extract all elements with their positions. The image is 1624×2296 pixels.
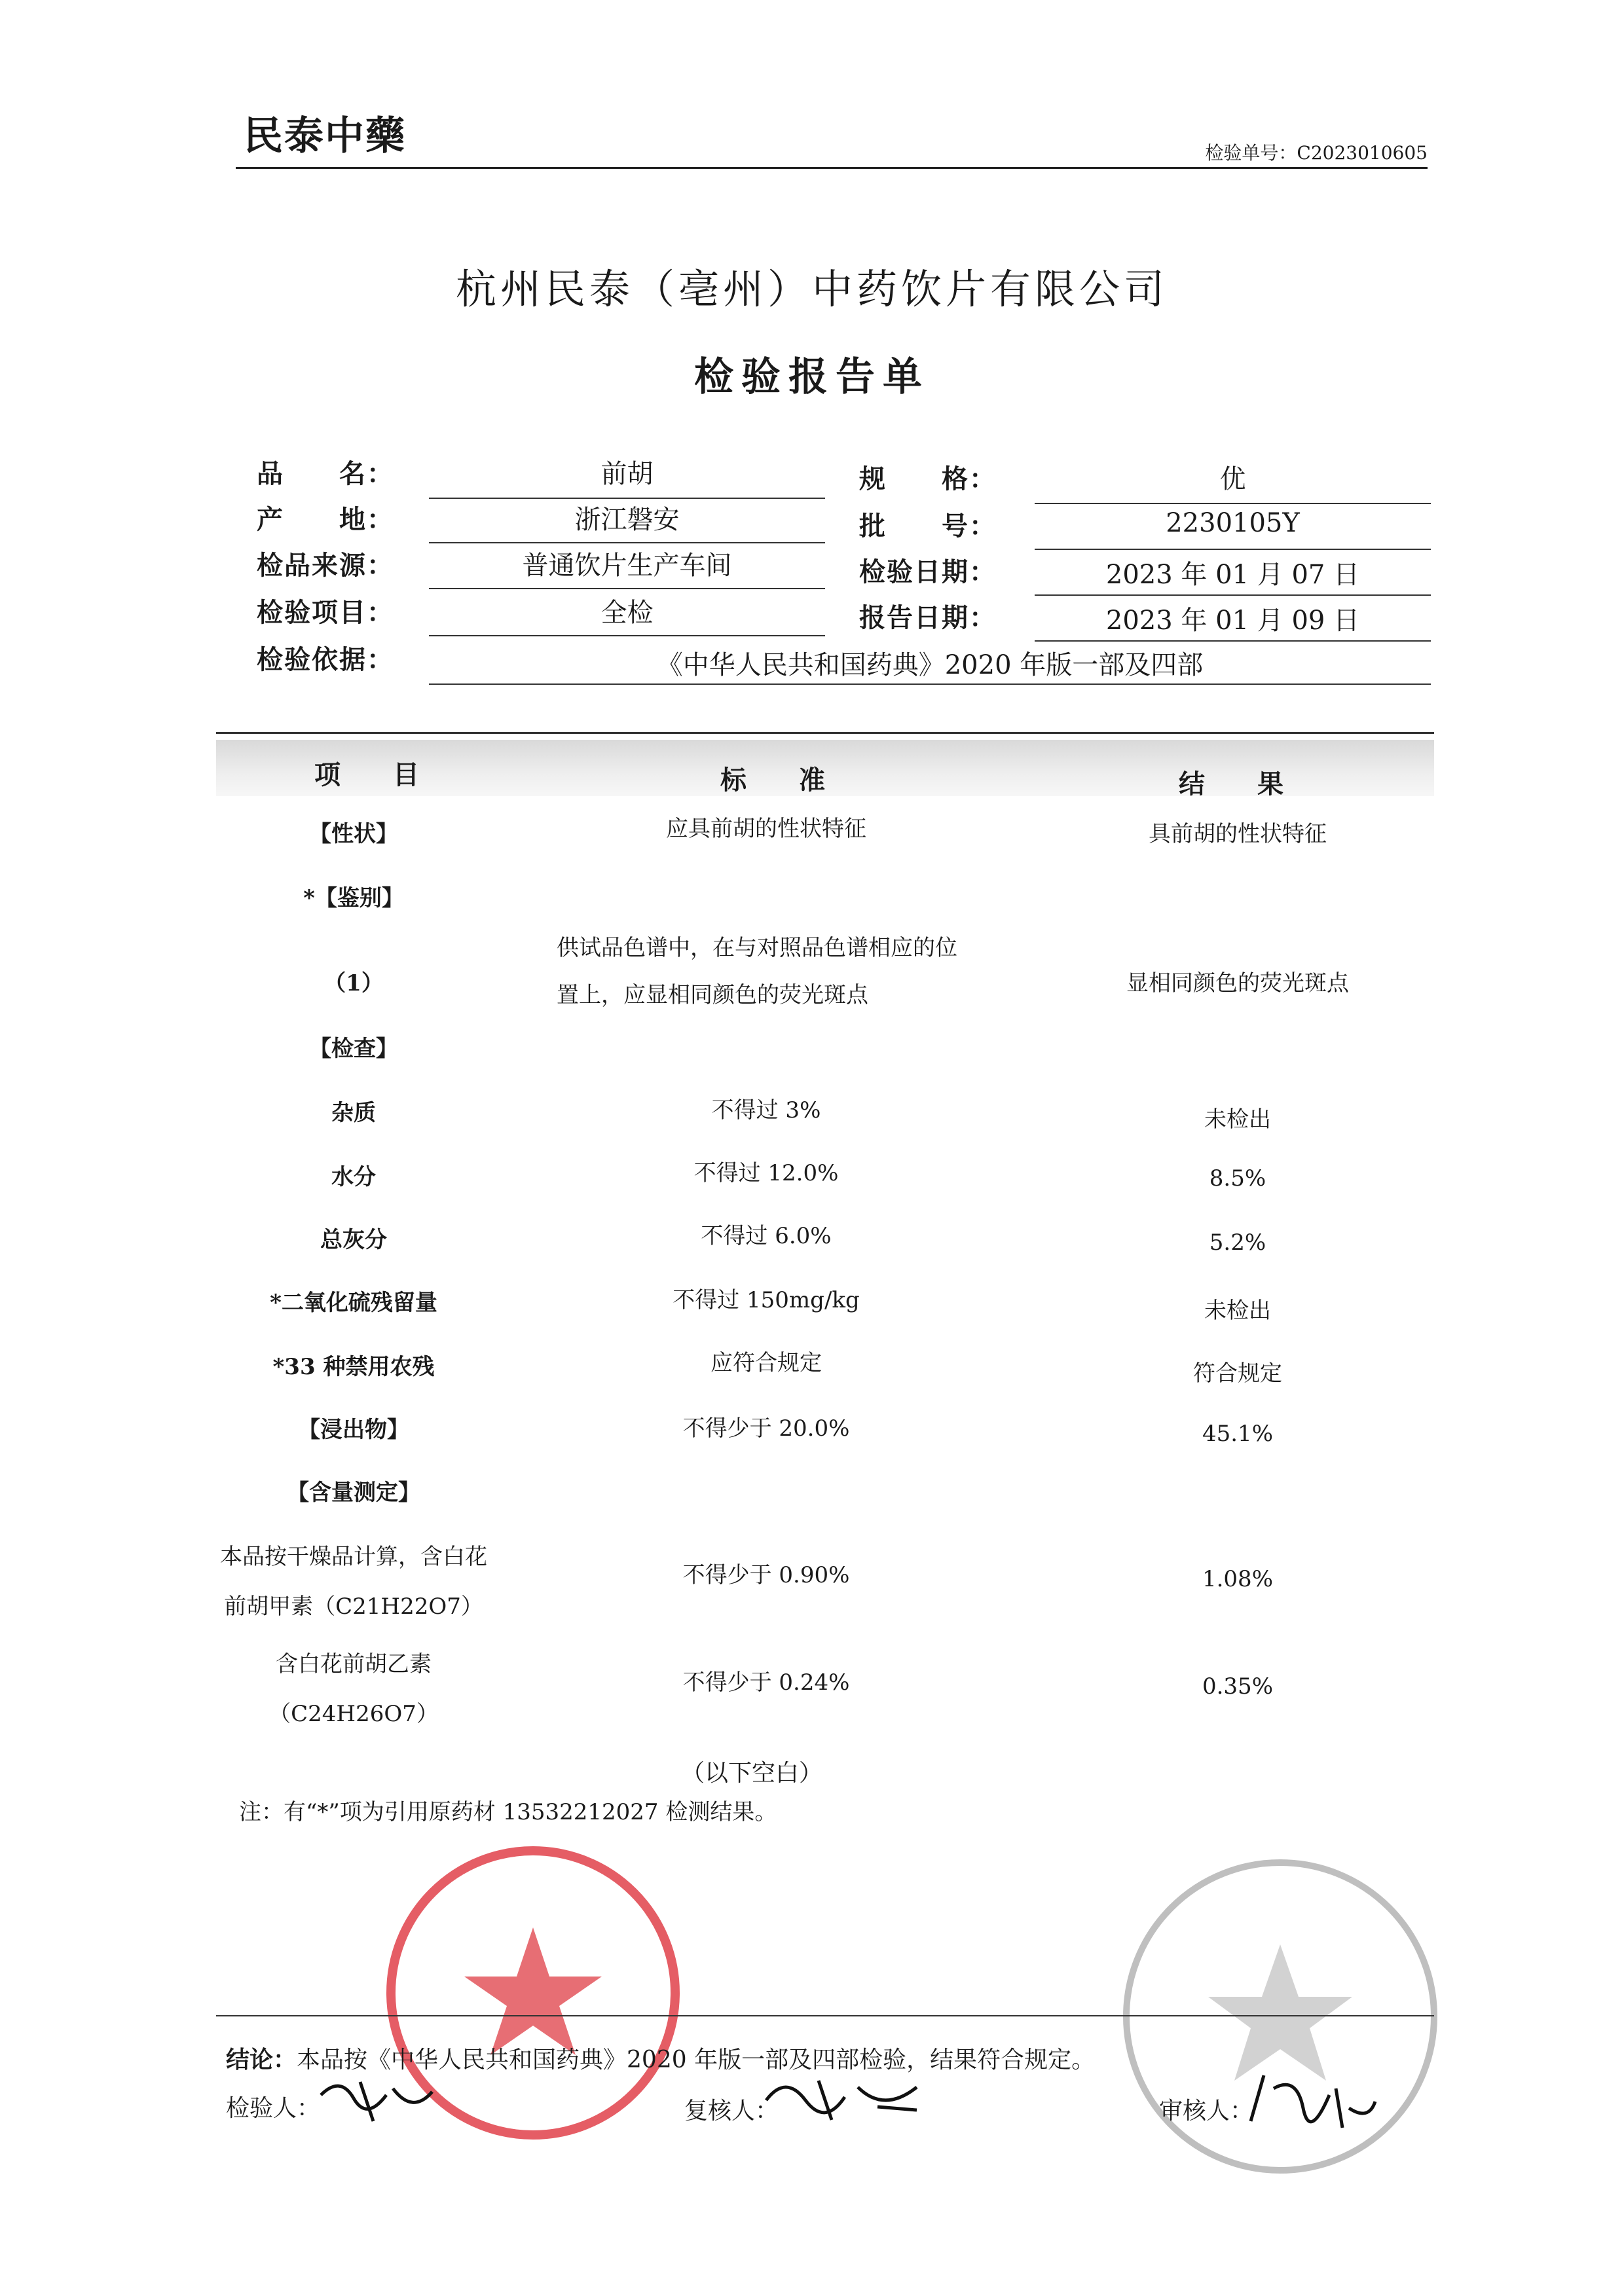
report-date-underline: [1035, 640, 1431, 642]
origin-label: 产 地：: [257, 504, 394, 535]
footnote: 注：有“*”项为引用原药材 13532212027 检测结果。: [239, 1799, 777, 1825]
batch-label: 批 号：: [859, 511, 997, 541]
reviewer-signature: [760, 2068, 930, 2126]
origin-value: 浙江磐安: [574, 505, 680, 535]
row-result-praeruptorin-a: 1.08%: [1202, 1566, 1273, 1592]
row-result-appearance: 具前胡的性状特征: [1149, 821, 1327, 847]
report-number: 检验单号：C2023010605: [1205, 142, 1428, 164]
row-result-so2: 未检出: [1204, 1298, 1271, 1324]
basis-label: 检验依据：: [257, 644, 394, 675]
header-divider: [236, 167, 1428, 169]
row-item-assay: 【含量测定】: [287, 1480, 420, 1506]
conclusion-divider: [216, 2015, 1434, 2016]
row-result-identification-1: 显相同颜色的荧光斑点: [1126, 970, 1349, 996]
source-value: 普通饮片生产车间: [522, 551, 732, 581]
report-date-value: 2023 年 01 月 09 日: [1105, 606, 1360, 636]
auditor-label: 审核人：: [1159, 2098, 1254, 2124]
spec-value: 优: [1219, 464, 1246, 494]
row-item-praeruptorin-a: 本品按干燥品计算，含白花前胡甲素（C21H22O7）: [220, 1544, 487, 1620]
company-title: 杭州民泰（亳州）中药饮片有限公司: [455, 265, 1168, 313]
document-title: 检验报告单: [694, 354, 930, 400]
row-standard-impurity: 不得过 3%: [711, 1097, 821, 1123]
origin-underline: [429, 542, 825, 543]
company-logo: 民泰中藥: [244, 113, 406, 159]
source-underline: [429, 588, 825, 589]
test-date-underline: [1035, 594, 1431, 596]
row-result-praeruptorin-b: 0.35%: [1202, 1673, 1273, 1700]
spec-underline: [1035, 503, 1431, 504]
product-name-label: 品 名：: [257, 458, 394, 489]
row-result-total-ash: 5.2%: [1209, 1230, 1266, 1256]
row-result-impurity: 未检出: [1204, 1106, 1271, 1133]
basis-value: 《中华人民共和国药典》2020 年版一部及四部: [656, 650, 1204, 680]
row-standard-extract: 不得少于 20.0%: [682, 1415, 850, 1442]
test-item-value: 全检: [600, 598, 654, 628]
row-item-impurity: 杂质: [331, 1100, 376, 1126]
row-standard-moisture: 不得过 12.0%: [693, 1160, 839, 1186]
inspector-label: 检验人：: [226, 2095, 321, 2122]
row-standard-praeruptorin-a: 不得少于 0.90%: [682, 1562, 850, 1588]
row-standard-praeruptorin-b: 不得少于 0.24%: [682, 1669, 850, 1696]
auditor-signature: [1244, 2069, 1382, 2134]
row-item-pesticides: *33 种禁用农残: [272, 1354, 435, 1380]
row-item-appearance: 【性状】: [309, 821, 398, 847]
source-label: 检品来源：: [257, 550, 394, 581]
row-item-identification-1: （1）: [323, 970, 384, 996]
batch-underline: [1035, 549, 1431, 550]
row-standard-total-ash: 不得过 6.0%: [701, 1223, 832, 1249]
row-standard-identification-1: 供试品色谱中，在与对照品色谱相应的位置上，应显相同颜色的荧光斑点: [557, 935, 957, 1008]
batch-value: 2230105Y: [1166, 508, 1300, 538]
column-header-result: 结 果: [1179, 769, 1283, 799]
row-item-total-ash: 总灰分: [320, 1227, 387, 1253]
reviewer-label: 复核人：: [684, 2098, 779, 2124]
row-standard-pesticides: 应符合规定: [710, 1350, 822, 1376]
table-top-divider: [216, 732, 1434, 734]
row-item-moisture: 水分: [331, 1164, 376, 1190]
inspector-signature: [314, 2069, 439, 2128]
blank-below-note: （以下空白）: [681, 1760, 823, 1787]
column-header-standard: 标 准: [720, 765, 825, 795]
row-item-inspection: 【检查】: [309, 1036, 398, 1062]
test-item-label: 检验项目：: [257, 597, 394, 628]
row-item-extract: 【浸出物】: [298, 1417, 409, 1443]
row-result-extract: 45.1%: [1202, 1421, 1273, 1447]
test-item-underline: [429, 635, 825, 636]
row-item-so2: *二氧化硫残留量: [270, 1290, 437, 1316]
row-item-praeruptorin-b: 含白花前胡乙素（C24H26O7）: [268, 1651, 439, 1727]
conclusion-label: 结论：: [226, 2046, 297, 2073]
row-result-moisture: 8.5%: [1209, 1165, 1266, 1192]
product-name-value: 前胡: [600, 459, 654, 489]
row-result-pesticides: 符合规定: [1193, 1360, 1282, 1387]
test-date-label: 检验日期：: [859, 556, 997, 587]
row-item-identification: *【鉴别】: [303, 885, 404, 911]
column-header-item: 项 目: [314, 759, 419, 790]
row-standard-so2: 不得过 150mg/kg: [673, 1287, 860, 1313]
conclusion-text: 本品按《中华人民共和国药典》2020 年版一部及四部检验，结果符合规定。: [297, 2047, 1096, 2073]
spec-label: 规 格：: [859, 464, 997, 494]
report-date-label: 报告日期：: [859, 602, 997, 633]
basis-underline: [429, 683, 1431, 685]
test-date-value: 2023 年 01 月 07 日: [1105, 560, 1360, 590]
row-standard-appearance: 应具前胡的性状特征: [666, 816, 866, 842]
